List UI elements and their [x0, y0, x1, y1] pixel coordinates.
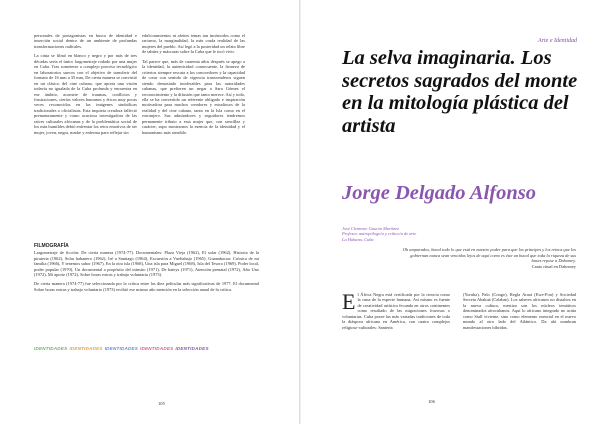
body-text: l África Negra está certificada por la ciencia como la cuna de la especie humana. Así mismo es fuente de creatividad artística fecunda en otros continentes como resultado de las migraciones forzosas o voluntarias. Cuba posee las más variadas tradiciones de toda la diáspora africana en América, con cuatro complejos religioso-culturales: Santería — [342, 292, 450, 330]
artist-name: Jorge Delgado Alfonso — [342, 182, 536, 204]
byline-author: José Clemente Gascón Martínez — [342, 226, 399, 231]
epigraph-source: Canto ritual en Dahomey — [531, 263, 576, 269]
page-number-right: 106 — [428, 399, 435, 404]
byline-place: La Habana, Cuba — [342, 236, 374, 242]
body-text: (Yoruba), Palo (Congo), Regla Arará (Ewe-Fon) y Sociedad Secreta Abakuá (Calabar). Los saberes africanos no distaltos en la nueva cultura, mestiza son los núcleos temáticos denominados afrocubanos. Aquí lo africano integrado no actúa como Stall viviente, sino como elemento esencial en el nuevo mundo al otro lado del Atlántico. Da ahí nombran manifestaciones híbridas. — [463, 292, 576, 330]
article-title: La selva imaginaria. Los secretos sagrados del monte en la mitología plástica del artista — [342, 47, 578, 137]
footer-word: IDENTIDADES — [140, 346, 174, 351]
section-tag: Arte e Identidad — [538, 38, 577, 44]
footer-word: IDENTIDADES — [175, 346, 209, 351]
byline-role: Profesor, antropólogo/a y crítico/a de arte — [342, 231, 417, 237]
filmography-section — [34, 244, 259, 292]
left-column-1 — [34, 33, 137, 139]
epigraph — [400, 247, 576, 269]
identidades-footer-strip — [34, 346, 262, 351]
footer-word: IDENTIDADES — [104, 346, 139, 351]
byline — [342, 226, 542, 242]
filmography-note: De cierta manera (1974-77) fue seleccionada por la crítica entre las diez películas más significativas de 1977. El documental Sobre horas extras y trabajo voluntario (1973) recibió ese mismo año mención en la selección anual de la crítica. — [34, 281, 259, 292]
page-number-left: 105 — [158, 401, 165, 406]
right-body-column-2 — [463, 292, 576, 330]
paragraph: edulcoramientos ni afeites temas tan incómodos como el racismo, la marginalidad, la más cruda realidad de las mujeres del pueblo. Así legó a la posteridad un relato libre de tabúes y máscaras sobre la Cuba que le tocó vivir. — [142, 33, 245, 55]
paragraph: Tal parece que, más de cuarenta años después se apego a la identidad, la autenticidad consecuente, la firmeza de criterios siempre rescata a los conocedores y la capacidad de crear con sentido de vigencia transcenderos siguen siendo demasiado intolerables para las autoridades cubanas, que prefieren un negar a Sara Gómez el reconocimiento y la difusión que tanto merece. Así y todo, ella se ha convertido un referente obligado e inspiración motivadora para muchos creadores y estudiosos de la realidad y del cine cubano, tanto en la Isla como en el extranjero. Sus admiradores y seguidores tendremos permanente tributo a esta mujer que, con sencillez y carácter, supo mostrarnos la esencia de la identidad y el humanismo más sensible. — [142, 58, 245, 135]
footer-word: IDENTIDADES — [69, 346, 103, 351]
filmography-list: Largometraje de ficción: De cierta manera (1974-77). Documentales: Plaza Vieja (1962), El solar (1962), Historia de la piratería (1962), Solar habanero (1962), Iré a Santiago (1964), Excursión a Vueltabajo (1965), Guanabacoa: Crónica de mi familia (1966), Y tenemos sabor (1967), En la otra isla (1968), Una isla para Miguel (1968), Isla del Tesoro (1969), Poder local, poder popular (1970), Un documental a propósito del tránsito (1971), De bateys (1971), Atención prenatal (1972), Año Uno (1972), Mi aporte (1972), Sobre horas extras y trabajo voluntario (1973). — [34, 250, 259, 278]
paragraph: personales de protagonistas en busca de identidad e inserción social dentro de un ambiente de profundas transformaciones radicales. — [34, 33, 137, 49]
drop-cap: E — [342, 289, 356, 314]
filmography-title: FILMOGRAFÍA — [34, 243, 69, 249]
right-body-column-1 — [342, 289, 450, 330]
paragraph: La cinta se filmó en blanco y negro y por más de tres décadas sería el único largometraje rodado por una mujer en Cuba. Tras someterse a complejo proceso tecnológico en laboratorios suecos con el objetivo de transferir del formato de 16 mm a 35 mm, De cierta manera se convirtió en un clásico del cine cubano, que aporta una visión todavía no igualada de la Cuba profunda y encuentra en ese ámbito, acomete de traumas, conflictos y frustraciones, ciertos valores humanos y éticos muy pocas veces reconocidos en las imágenes simbólicas tradicionales o oficialistas. Esta inquieta creadora falleció prematuramente y como acuciosa investigadora de las raíces culturales africanas y de la problemática social de los más humildes debió enfrentar los retos emotivos de ser mujer, joven, negra, madre y enferma para reflejar sin — [34, 53, 137, 135]
epigraph-text: Oh amparados, bucal todo lo que está en nuestro poder para que los príncipes y los reinos que los gobiernan nunca sean vencidos lejos de aquí como es éste un bucal que toda la riqueza de sus bases repose a Dahomey. — [402, 247, 576, 263]
right-page — [300, 0, 600, 424]
footer-word: IDENTIDADES — [34, 346, 68, 351]
left-column-2 — [142, 33, 245, 139]
